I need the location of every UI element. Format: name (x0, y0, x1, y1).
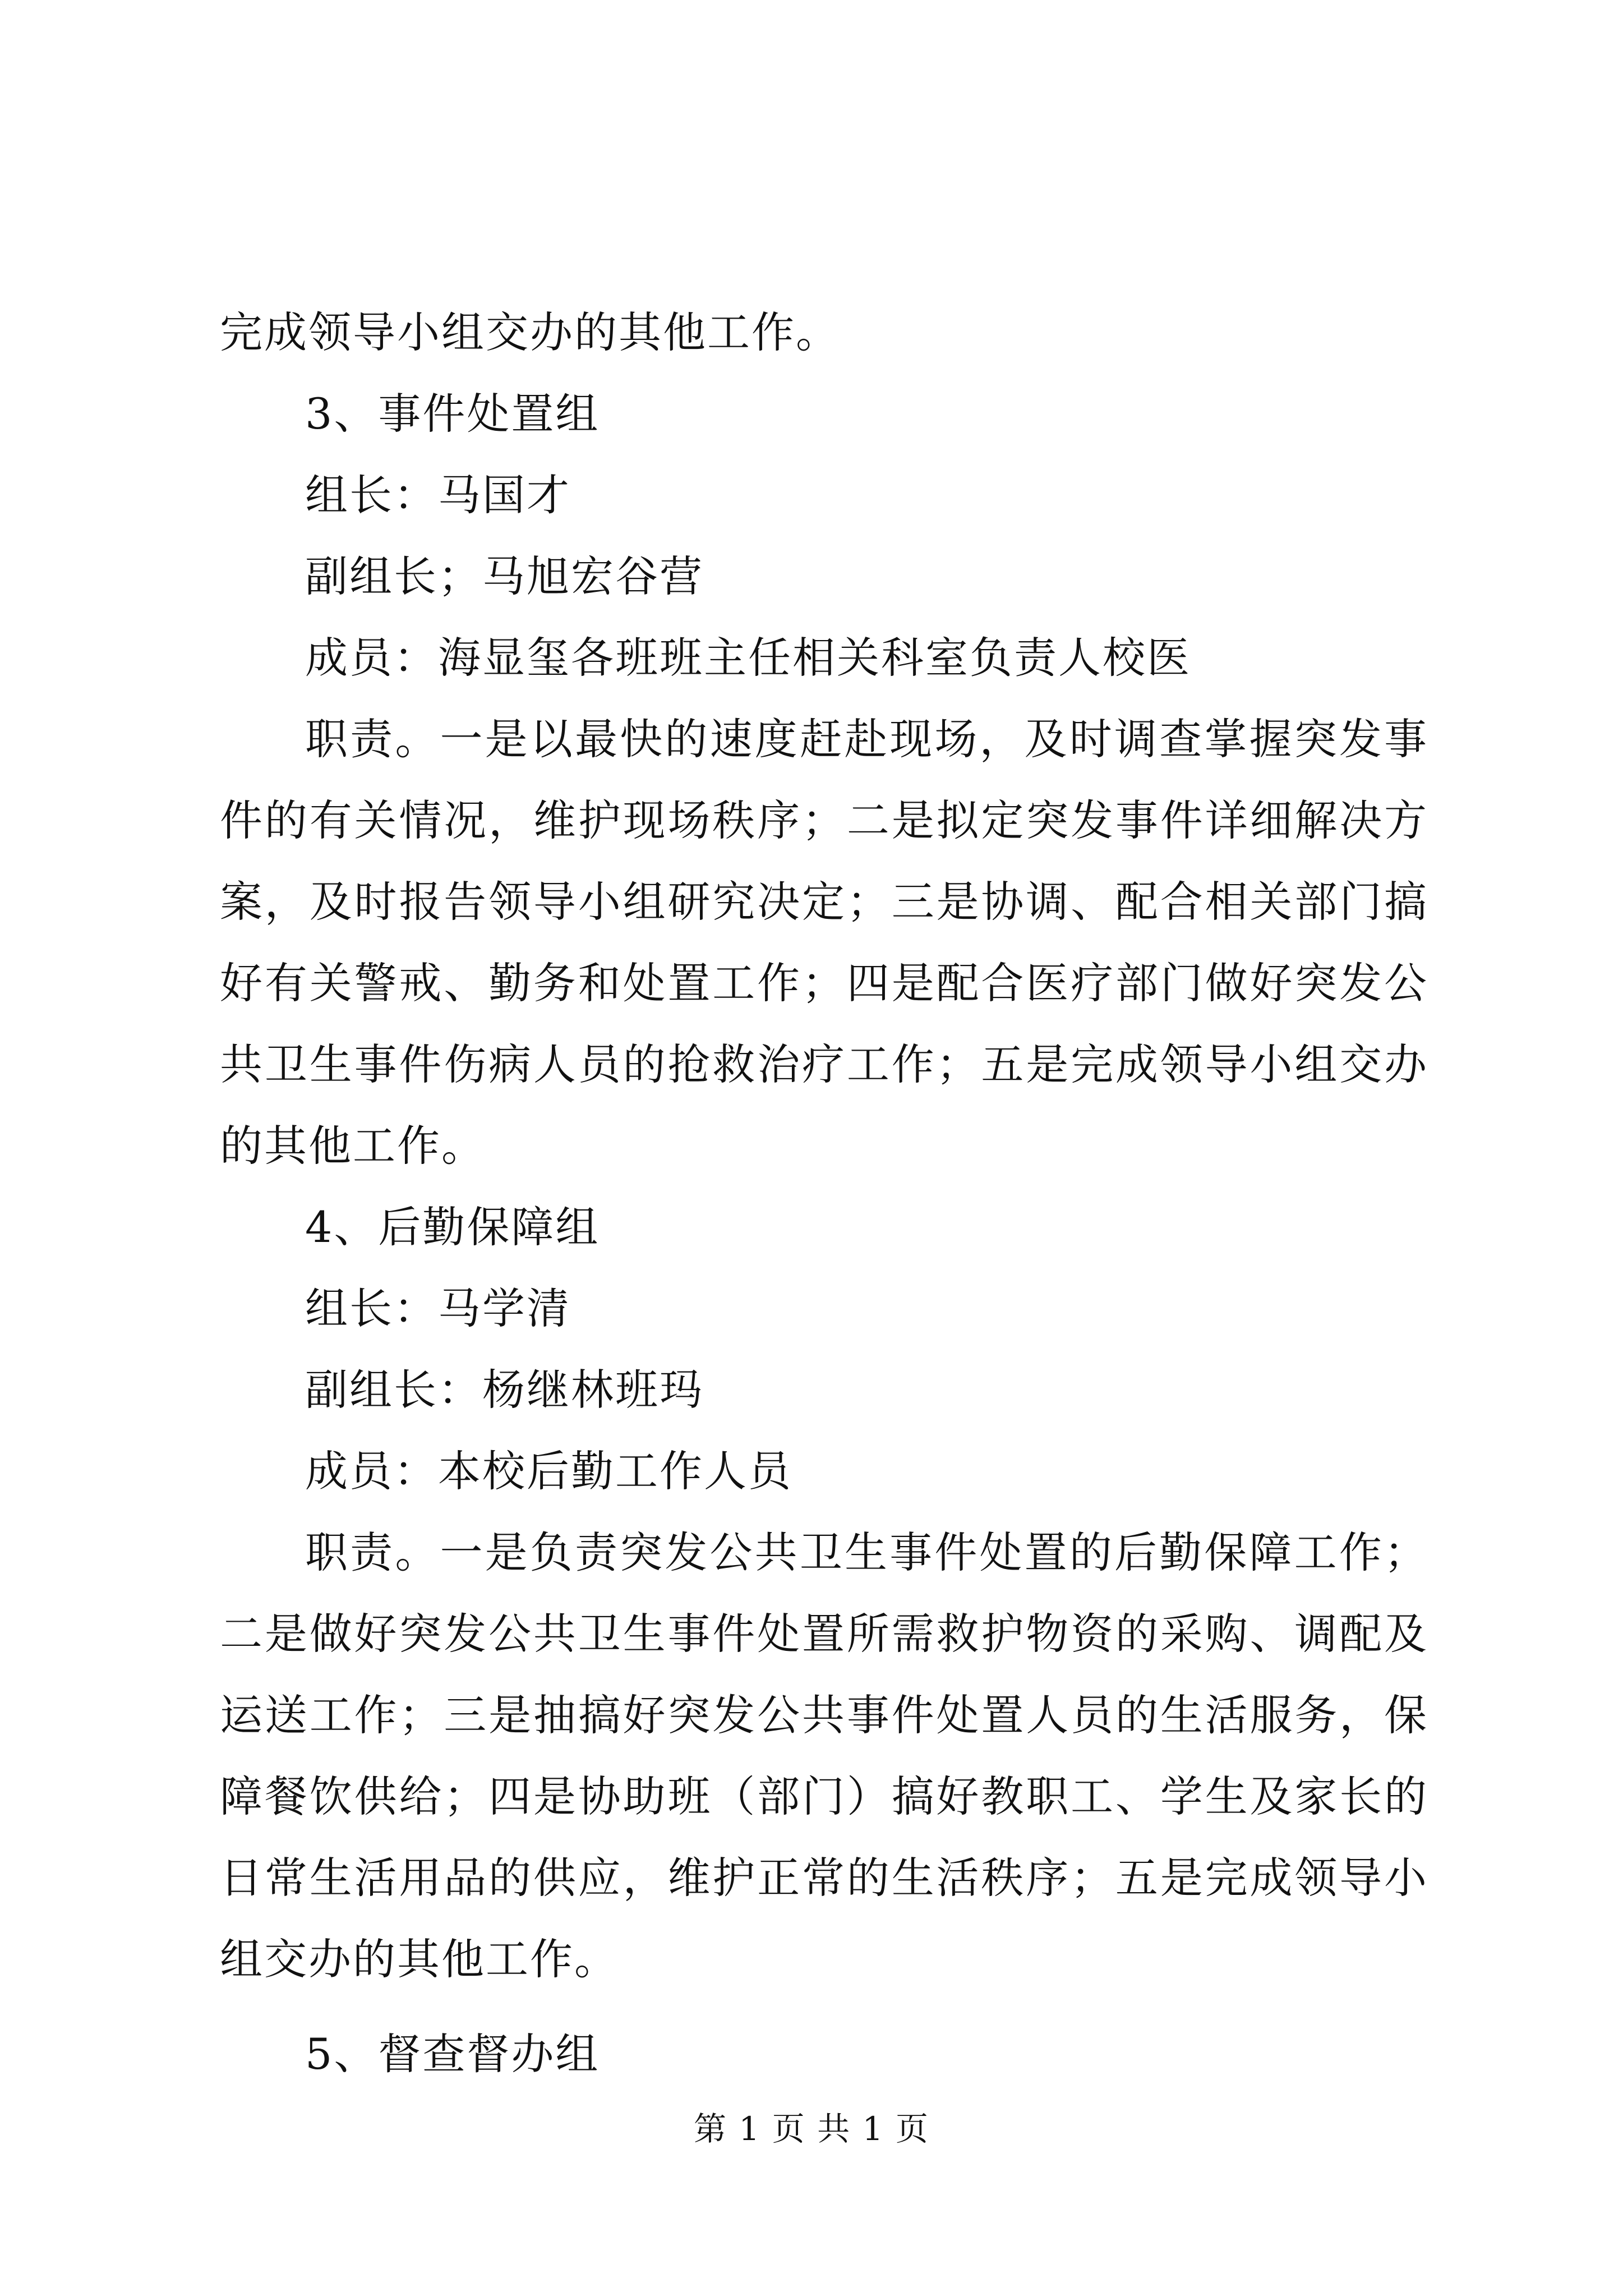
duties-paragraph: 职责。一是以最快的速度赶赴现场，及时调查掌握突发事件的有关情况，维护现场秩序；二是拟定突发事件详细解决方案，及时报告领导小组研究决定；三是协调、配合相关部门搞好有关警戒、勤务和处置工作；四是配合医疗部门做好突发公共卫生事件伤病人员的抢救治疗工作；五是完成领导小组交办的其他工作。 (220, 714, 1428, 1171)
paragraph-continuation: 完成领导小组交办的其他工作。 (220, 307, 840, 357)
group-leader-line: 组长：马学清 (305, 1283, 571, 1333)
document-body (220, 292, 1428, 2095)
group-leader-line: 组长：马国才 (305, 470, 571, 520)
section-heading-logistics: 4、后勤保障组 (305, 1202, 600, 1252)
deputy-leader-line: 副组长；马旭宏谷营 (305, 551, 704, 601)
members-line: 成员：海显玺各班班主任相关科室负责人校医 (305, 633, 1191, 683)
page-footer: 第 1 页 共 1 页 (694, 2110, 929, 2148)
section-heading-supervision: 5、督查督办组 (305, 2029, 600, 2079)
duties-paragraph: 职责。一是负责突发公共卫生事件处置的后勤保障工作；二是做好突发公共卫生事件处置所需救护物资的采购、调配及运送工作；三是抽搞好突发公共事件处置人员的生活服务，保障餐饮供给；四是协助班（部门）搞好教职工、学生及家长的日常生活用品的供应，维护正常的生活秩序；五是完成领导小组交办的其他工作。 (220, 1527, 1428, 1984)
section-heading-event-handling: 3、事件处置组 (305, 389, 600, 439)
deputy-leader-line: 副组长：杨继林班玛 (305, 1365, 704, 1415)
members-line: 成员：本校后勤工作人员 (305, 1446, 792, 1496)
